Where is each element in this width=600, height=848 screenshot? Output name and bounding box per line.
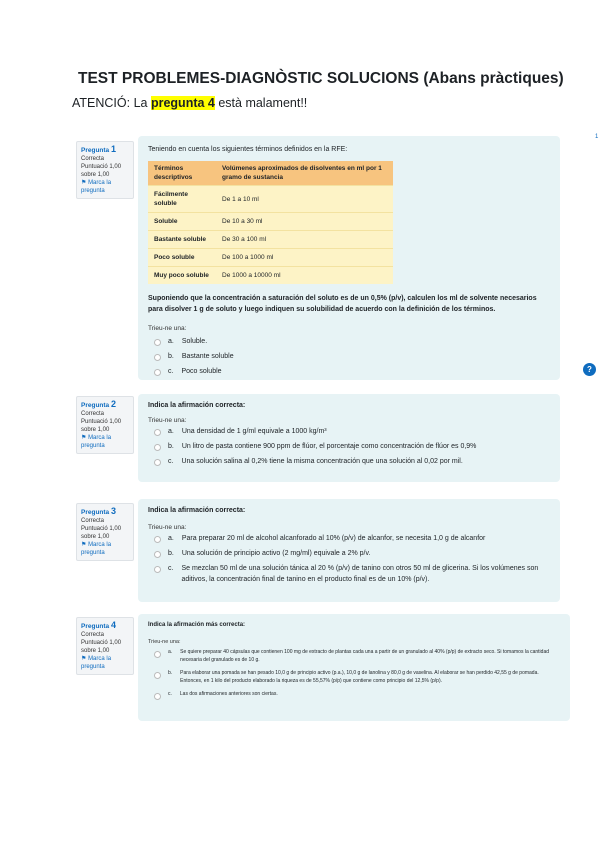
question-number: Pregunta 4 [81, 620, 116, 630]
question-text: Indica la afirmación más correcta: [148, 622, 246, 628]
flag-question-link[interactable]: ⚑ Marca la pregunta [81, 542, 112, 556]
answer-option[interactable]: c. Las dos afirmaciones anteriores son ciertas. [154, 690, 560, 700]
table-cell: De 30 a 100 ml [216, 231, 393, 249]
radio-button[interactable] [154, 672, 161, 679]
answer-prompt: Trieu-ne una: [148, 417, 187, 424]
terms-table [148, 161, 393, 284]
answer-option[interactable]: b. Para elaborar una pomada se han pesado 10,0 g de principio activo (p.a.), 10,0 g de lanolina y 80,0 g de vaselina. Al elaborar se han perdido 42,55 g de pomada. Entonces, en 1 kilo del producto elaborado la riqueza es de 55,57% (p/p) que contiene como principio del 12,5% (p/p). [154, 669, 560, 685]
radio-button[interactable] [154, 339, 161, 346]
radio-button[interactable] [154, 369, 161, 376]
answer-option[interactable]: a. Soluble. [154, 336, 550, 347]
radio-button[interactable] [154, 429, 161, 436]
question-score: Puntuació 1,00 sobre 1,00 [81, 419, 122, 433]
page-title: TEST PROBLEMES-DIAGNÒSTIC SOLUCIONS (Abans pràctiques) [78, 70, 564, 87]
table-cell: Bastante soluble [148, 231, 216, 249]
flag-question-link[interactable]: ⚑ Marca la pregunta [81, 656, 112, 670]
warning-highlight: pregunta 4 [150, 96, 215, 110]
table-row [148, 267, 393, 285]
question-info-2 [76, 396, 134, 454]
warning-suffix: està malament!! [214, 96, 308, 110]
question-info-1 [76, 141, 134, 199]
question-score: Puntuació 1,00 sobre 1,00 [81, 640, 122, 654]
radio-button[interactable] [154, 459, 161, 466]
table-row [148, 213, 393, 231]
radio-button[interactable] [154, 651, 161, 658]
radio-button[interactable] [154, 354, 161, 361]
radio-button[interactable] [154, 551, 161, 558]
radio-button[interactable] [154, 566, 161, 573]
question-status: Correcta [81, 518, 105, 524]
question-score: Puntuació 1,00 sobre 1,00 [81, 526, 122, 540]
table-header: Términos descriptivos [148, 161, 216, 186]
answer-option[interactable]: b. Una solución de principio activo (2 mg/ml) equivale a 2% p/v. [154, 548, 550, 559]
help-button[interactable]: ? [583, 363, 596, 376]
radio-button[interactable] [154, 693, 161, 700]
answer-prompt: Trieu-ne una: [148, 639, 181, 645]
question-intro: Teniendo en cuenta los siguientes términos definidos en la RFE: [148, 146, 348, 153]
question-text: Indica la afirmación correcta: [148, 507, 246, 514]
answer-option[interactable]: a. Una densidad de 1 g/ml equivale a 1000 kg/m³ [154, 426, 550, 437]
warning-note [72, 96, 307, 110]
answer-option[interactable]: c. Se mezclan 50 ml de una solución tánica al 20 % (p/v) de tanino con otros 50 ml de glicerina. Si los volúmenes son aditivos, la concentración final de tanino en el producto final es de un 10% (p/v). [154, 563, 550, 585]
table-cell: Soluble [148, 213, 216, 231]
question-text: Suponiendo que la concentración a saturación del soluto es de un 0,5% (p/v), calculen los ml de solvente necesarios para disolver 1 g de soluto y luego indiquen su solubilidad de acuerdo con la definición de los términos. [148, 295, 537, 313]
flag-icon: ⚑ [81, 542, 87, 548]
question-number: Pregunta 1 [81, 144, 116, 154]
warning-prefix: ATENCIÓ: La [72, 96, 151, 110]
flag-question-link[interactable]: ⚑ Marca la pregunta [81, 180, 112, 194]
table-cell: Poco soluble [148, 249, 216, 267]
question-status: Correcta [81, 632, 105, 638]
answer-prompt: Trieu-ne una: [148, 325, 187, 332]
flag-icon: ⚑ [81, 656, 87, 662]
question-number: Pregunta 2 [81, 399, 116, 409]
flag-icon: ⚑ [81, 435, 87, 441]
table-header-row [148, 161, 393, 186]
radio-button[interactable] [154, 444, 161, 451]
answer-option[interactable]: c. Poco soluble [154, 366, 550, 377]
table-cell: Muy poco soluble [148, 267, 216, 285]
table-row [148, 231, 393, 249]
question-text: Indica la afirmación correcta: [148, 402, 246, 409]
question-status: Correcta [81, 156, 105, 162]
answer-option[interactable]: b. Bastante soluble [154, 351, 550, 362]
answer-option[interactable]: c. Una solución salina al 0,2% tiene la misma concentración que una solución al 0,02 por mil. [154, 456, 550, 467]
question-box-1 [138, 136, 560, 380]
table-cell: De 1 a 10 ml [216, 186, 393, 213]
question-info-4 [76, 617, 134, 675]
page-marker: 1 [595, 134, 599, 140]
table-header: Volúmenes aproximados de disolventes en ml por 1 gramo de sustancia [216, 161, 393, 186]
table-cell: Fácilmente soluble [148, 186, 216, 213]
question-box-4 [138, 614, 570, 721]
question-status: Correcta [81, 411, 105, 417]
table-row [148, 249, 393, 267]
question-score: Puntuació 1,00 sobre 1,00 [81, 164, 122, 178]
answer-option[interactable]: a. Se quiere preparar 40 cápsulas que contienen 100 mg de extracto de plantas cada una a partir de un granulado al 40% (p/p) de extracto seco. Si tomamos la cantidad necesaria del granulado es de 10 g. [154, 648, 560, 664]
question-box-2 [138, 394, 560, 482]
table-cell: De 10 a 30 ml [216, 213, 393, 231]
question-number: Pregunta 3 [81, 506, 116, 516]
table-row [148, 186, 393, 213]
answer-option[interactable]: b. Un litro de pasta contiene 900 ppm de flúor, el porcentaje como concentración de flúor es 0,9% [154, 441, 550, 452]
table-cell: De 100 a 1000 ml [216, 249, 393, 267]
table-cell: De 1000 a 10000 ml [216, 267, 393, 285]
flag-question-link[interactable]: ⚑ Marca la pregunta [81, 435, 112, 449]
question-info-3 [76, 503, 134, 561]
flag-icon: ⚑ [81, 180, 87, 186]
answer-prompt: Trieu-ne una: [148, 524, 187, 531]
radio-button[interactable] [154, 536, 161, 543]
answer-option[interactable]: a. Para preparar 20 ml de alcohol alcanforado al 10% (p/v) de alcanfor, se necesita 1,0 g de alcanfor [154, 533, 550, 544]
question-box-3 [138, 499, 560, 602]
